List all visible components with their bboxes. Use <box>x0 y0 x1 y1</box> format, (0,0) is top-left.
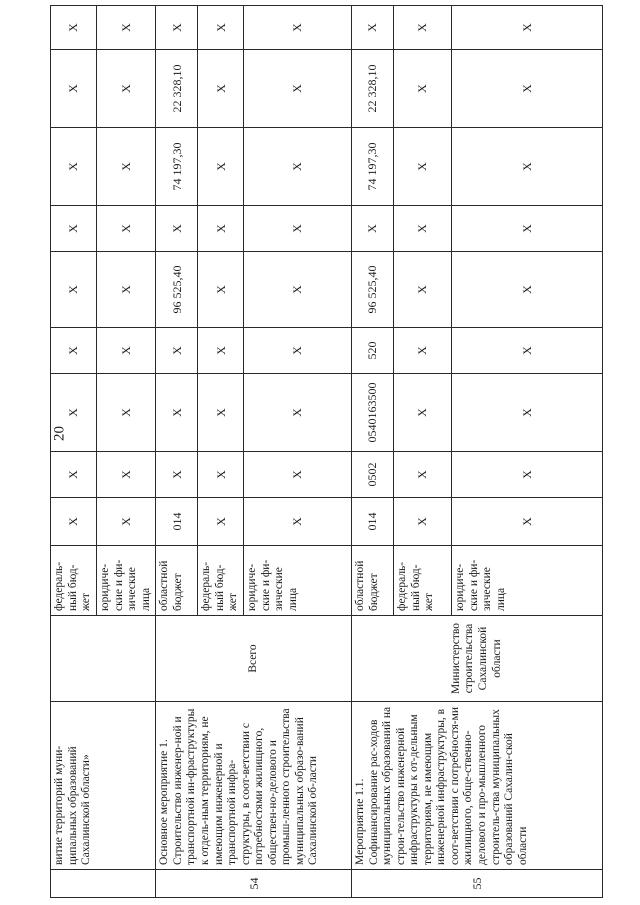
table-cell: X <box>451 498 602 546</box>
table-cell: X <box>97 50 156 128</box>
measure-name: Мероприятие 1.1. Софинансирование рас-ходов муниципальных образований на строи-тельство инженерной инфраструктуры к от-дельным территориям, не имеющим инженерной инфраструктуры, в соот-ветствии с потребностя-ми жилищного, обще-ственно-делового и про-мышленного строитель-ства муниципальных образований Сахалин-ской области <box>351 702 602 870</box>
table-cell: X <box>156 206 198 252</box>
table-cell: X <box>243 498 351 546</box>
table-cell: X <box>243 452 351 498</box>
table-cell: X <box>393 206 451 252</box>
table-cell: X <box>451 128 602 206</box>
table-cell: X <box>243 374 351 452</box>
row-number <box>51 870 156 898</box>
funding-source: юридиче-ские и фи-зические лица <box>243 546 351 616</box>
table-cell: X <box>97 374 156 452</box>
table-cell: X <box>198 252 244 328</box>
table-cell: X <box>393 452 451 498</box>
table-cell: 74 197,30 <box>351 128 393 206</box>
table-cell: X <box>156 452 198 498</box>
table-cell: X <box>51 50 97 128</box>
table-cell: 520 <box>351 328 393 374</box>
table-cell: X <box>198 452 244 498</box>
table-cell: X <box>393 252 451 328</box>
table-cell: X <box>243 50 351 128</box>
table-cell: X <box>198 6 244 50</box>
table-cell: X <box>243 6 351 50</box>
table-cell: X <box>51 6 97 50</box>
table-cell: X <box>393 498 451 546</box>
table-cell: X <box>97 6 156 50</box>
measure-name: витие территорий муни-ципальных образований Сахалинской области» <box>51 702 156 870</box>
table-cell: X <box>451 206 602 252</box>
table-cell: X <box>97 452 156 498</box>
table-cell: 22 328,10 <box>351 50 393 128</box>
page-number: 20 <box>51 426 68 441</box>
table-row <box>156 6 198 898</box>
table-cell: X <box>351 206 393 252</box>
table-cell: X <box>156 328 198 374</box>
table-cell: 96 525,40 <box>351 252 393 328</box>
table-cell: X <box>393 374 451 452</box>
table-cell: X <box>51 328 97 374</box>
funding-source: федераль-ный бюд-жет <box>393 546 451 616</box>
table-cell: 0540163500 <box>351 374 393 452</box>
table-cell: 74 197,30 <box>156 128 198 206</box>
executor: Всего <box>156 616 352 702</box>
table-cell: 0502 <box>351 452 393 498</box>
table-cell: X <box>198 374 244 452</box>
row-number: 54 <box>156 870 352 898</box>
table-cell: X <box>393 128 451 206</box>
table-cell: X <box>243 328 351 374</box>
table-cell: 014 <box>156 498 198 546</box>
table-cell: X <box>156 6 198 50</box>
executor: Министерство строительства Сахалинской области <box>351 616 602 702</box>
budget-table <box>50 5 603 898</box>
table-cell: X <box>451 50 602 128</box>
table-cell: X <box>97 498 156 546</box>
funding-source: областной бюджет <box>156 546 198 616</box>
table-row <box>351 6 393 898</box>
table-cell: X <box>393 6 451 50</box>
table-cell: X <box>198 498 244 546</box>
table-cell: X <box>97 328 156 374</box>
table-cell: X <box>351 6 393 50</box>
table-cell: X <box>97 252 156 328</box>
funding-source: областной бюджет <box>351 546 393 616</box>
measure-name: Основное мероприятие 1. Строительство инженер-ной и транспортной ин-фраструктуры к отдель-ным территориям, не имеющим инженерной и транспортной инфра-структуры, в соот-ветствии с потребностями жилищного, обществен-но-делового и промыш-ленного строительства муниципальных образо-ваний Сахалинской об-ласти <box>156 702 352 870</box>
table-cell: X <box>393 50 451 128</box>
table-cell: X <box>198 206 244 252</box>
table-cell: X <box>451 6 602 50</box>
table-cell: X <box>451 328 602 374</box>
table-cell: X <box>243 128 351 206</box>
table-cell: X <box>393 328 451 374</box>
table-cell: X <box>451 452 602 498</box>
table-cell: X <box>97 128 156 206</box>
table-cell: X <box>51 498 97 546</box>
table-cell: X <box>198 328 244 374</box>
funding-source: юридиче-ские и фи-зические лица <box>97 546 156 616</box>
table-cell: X <box>198 128 244 206</box>
table-cell: 014 <box>351 498 393 546</box>
row-number: 55 <box>351 870 602 898</box>
funding-source: федераль-ный бюд-жет <box>51 546 97 616</box>
funding-source: федераль-ный бюд-жет <box>198 546 244 616</box>
table-cell: 22 328,10 <box>156 50 198 128</box>
funding-source: юридиче-ские и фи-зические лица <box>451 546 602 616</box>
table-row <box>51 6 97 898</box>
table-cell: X <box>451 374 602 452</box>
table-cell: X <box>51 452 97 498</box>
table-cell: X <box>51 206 97 252</box>
rotated-page-content <box>50 6 590 898</box>
table-cell: X <box>243 206 351 252</box>
table-cell: 96 525,40 <box>156 252 198 328</box>
executor <box>51 616 156 702</box>
table-cell: X <box>451 252 602 328</box>
table-cell: X <box>51 128 97 206</box>
table-cell: X <box>51 252 97 328</box>
table-cell: X <box>243 252 351 328</box>
table-cell: X <box>198 50 244 128</box>
table-cell: X <box>51 374 97 452</box>
table-cell: X <box>97 206 156 252</box>
table-cell: X <box>156 374 198 452</box>
